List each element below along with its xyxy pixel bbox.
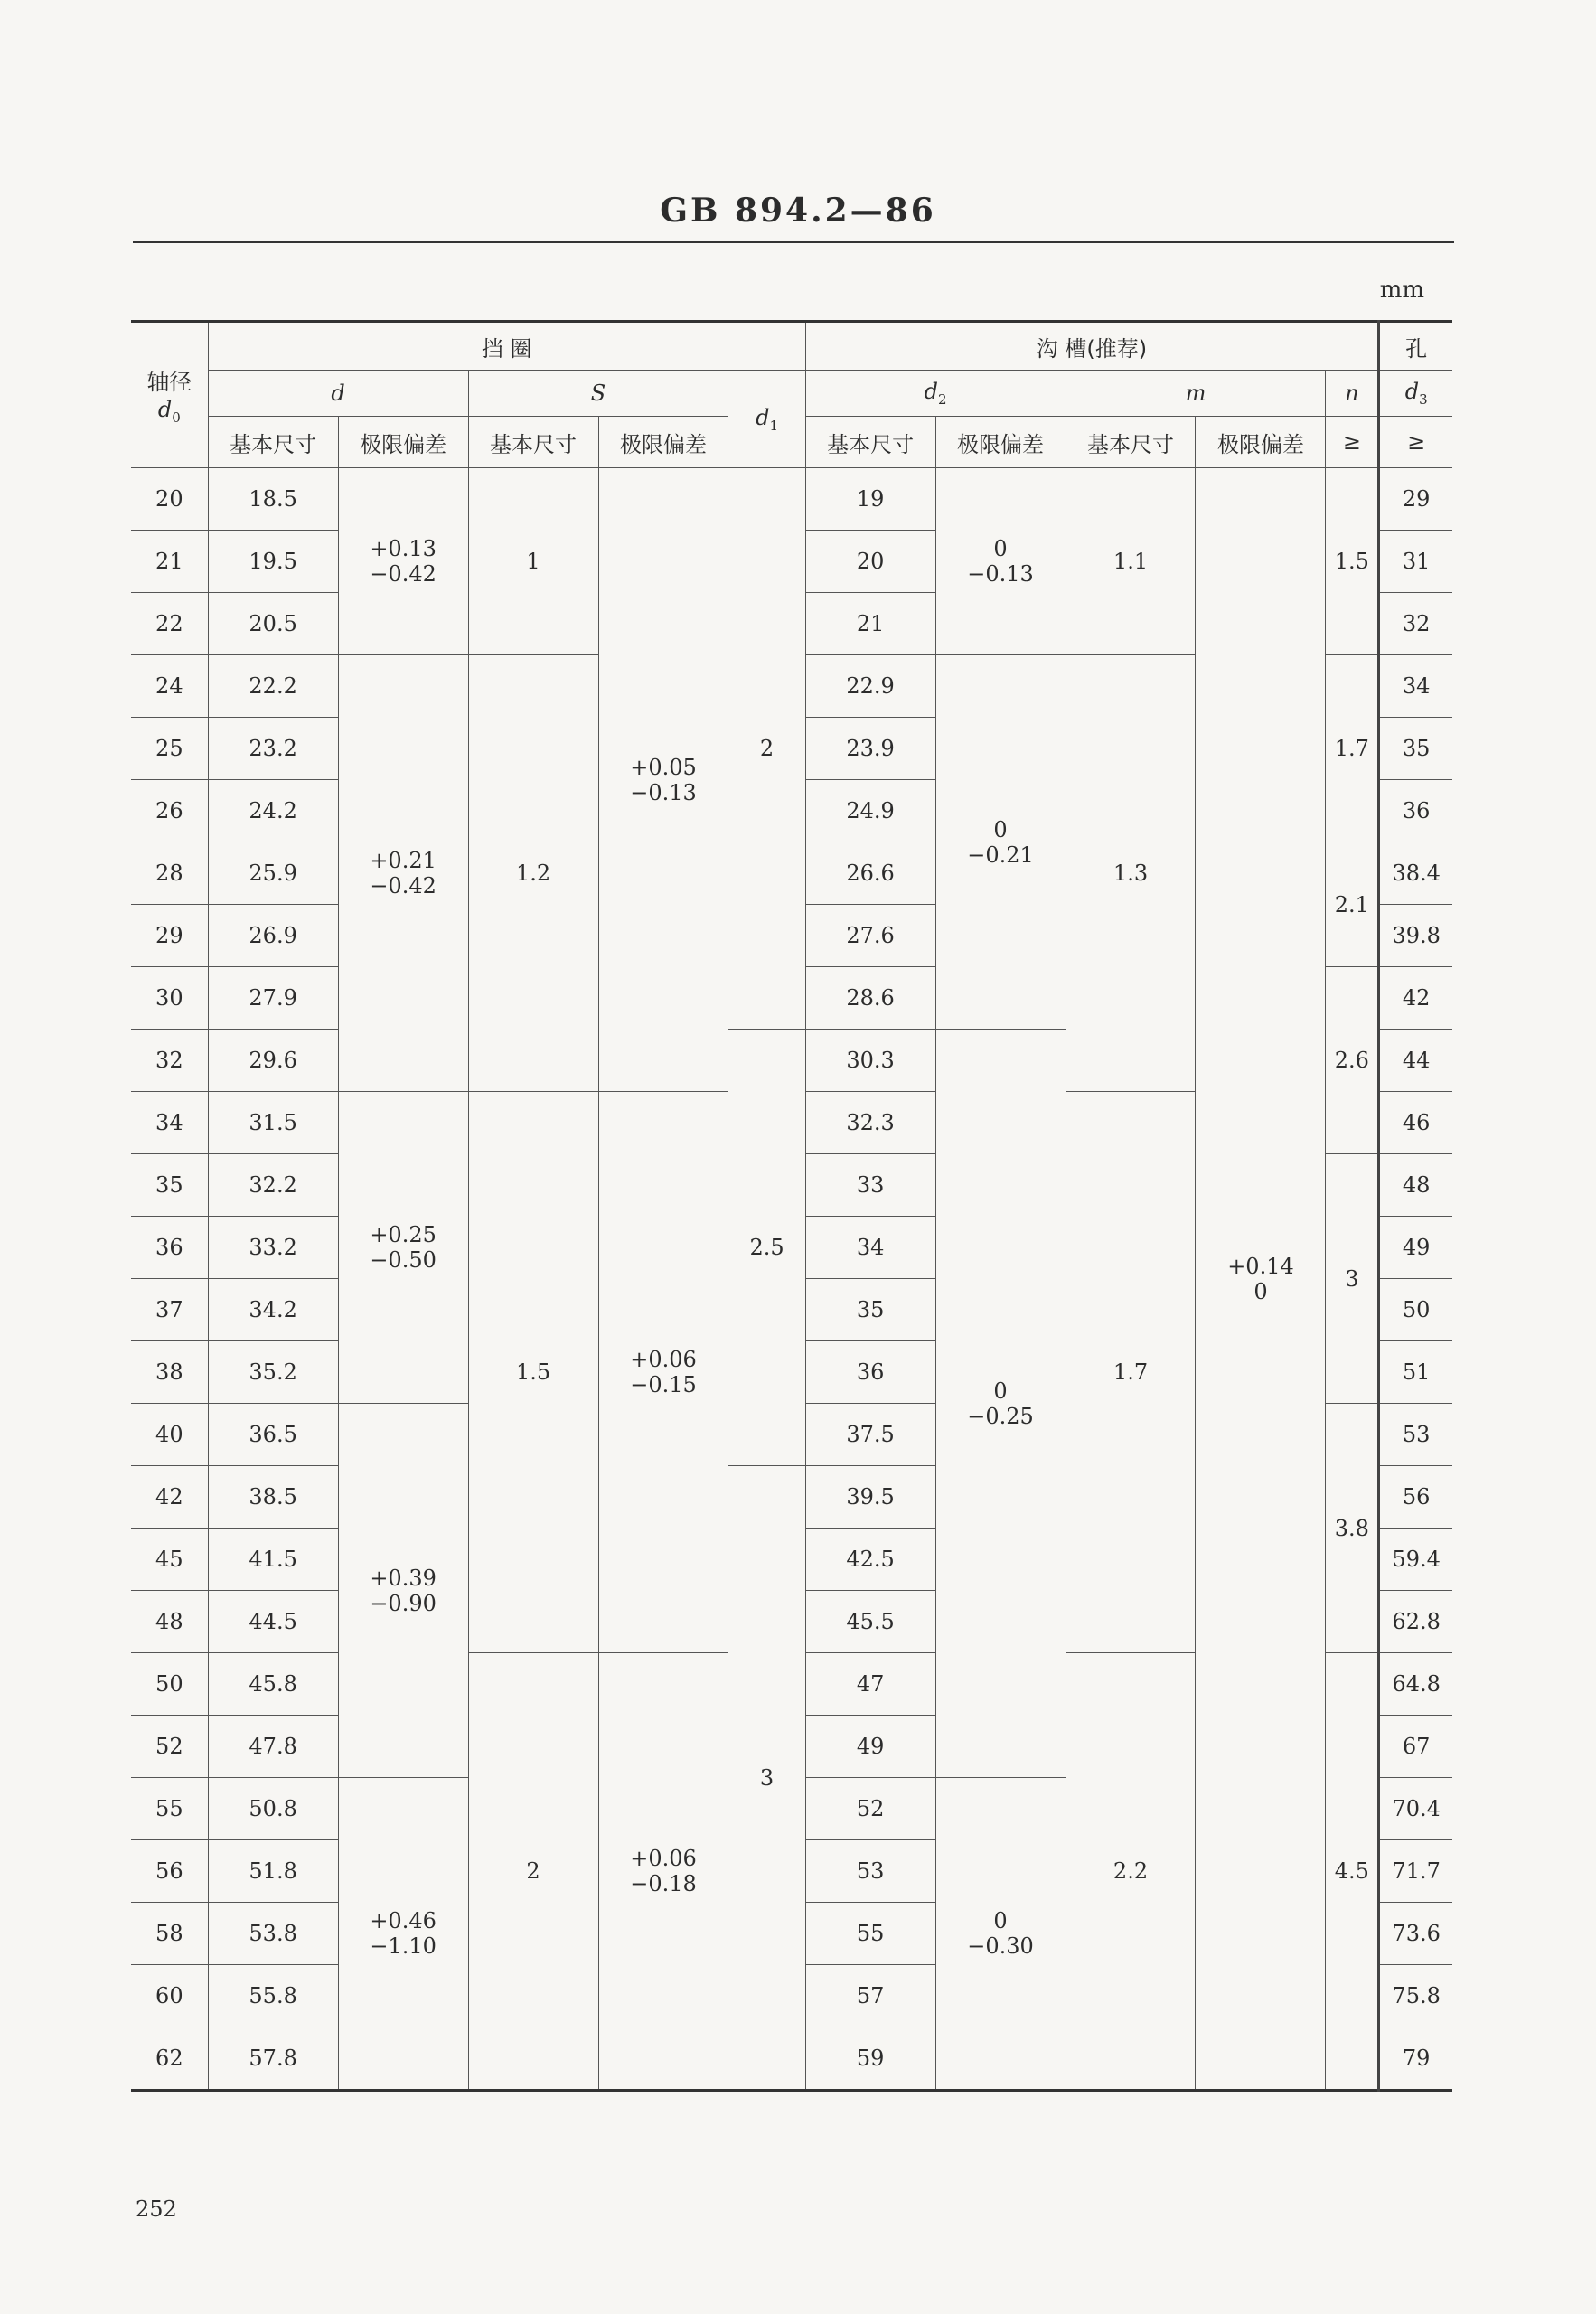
- d-limit-cell: [338, 1092, 468, 1404]
- d3-cell: 75.8: [1379, 1965, 1452, 2027]
- d3-cell: 39.8: [1379, 905, 1452, 967]
- d3-cell: 71.7: [1379, 1840, 1452, 1903]
- s-limit-cell-lower: −0.13: [630, 779, 697, 805]
- d2-basic-cell: 52: [805, 1778, 935, 1840]
- d2-basic-cell: 30.3: [805, 1030, 935, 1092]
- s-limit-cell: [598, 1092, 728, 1653]
- d2-limit-cell: [935, 655, 1066, 1030]
- d-limit-cell-lower: −1.10: [370, 1933, 437, 1959]
- d3-cell: 64.8: [1379, 1653, 1452, 1716]
- d3-cell: 59.4: [1379, 1529, 1452, 1591]
- d-basic-cell: 50.8: [208, 1778, 338, 1840]
- d3-cell: 56: [1379, 1466, 1452, 1529]
- d2-basic-cell: 53: [805, 1840, 935, 1903]
- m-limit-cell: [1196, 468, 1326, 2091]
- d3-cell: 49: [1379, 1217, 1452, 1279]
- d3-min-header: ≥: [1379, 417, 1452, 468]
- d-limit-cell: [338, 1404, 468, 1778]
- title-rule: [133, 241, 1454, 243]
- d-basic-cell: 47.8: [208, 1716, 338, 1778]
- d-basic-cell: 24.2: [208, 780, 338, 842]
- d-limit-cell-lower: −0.42: [370, 873, 437, 898]
- shaft-diameter-cell: 32: [131, 1030, 208, 1092]
- d2-basic-cell: 55: [805, 1903, 935, 1965]
- d1-cell: 2: [728, 468, 805, 1030]
- m-basic-cell: 1.3: [1066, 655, 1196, 1092]
- d3-cell: 62.8: [1379, 1591, 1452, 1653]
- s-limit-cell-upper: +0.05: [630, 754, 697, 780]
- d1-cell: 2.5: [728, 1030, 805, 1466]
- d2-limit-cell-lower: −0.30: [967, 1933, 1034, 1959]
- d3-cell: 46: [1379, 1092, 1452, 1154]
- d-limit-cell-upper: +0.21: [370, 848, 437, 873]
- s-basic-cell: 2: [468, 1653, 598, 2091]
- d2-limit-cell: [935, 1778, 1066, 2091]
- d-basic-cell: 25.9: [208, 842, 338, 905]
- shaft-diameter-cell: 40: [131, 1404, 208, 1466]
- shaft-diameter-cell: 22: [131, 593, 208, 655]
- shaft-diameter-header: [131, 322, 208, 468]
- shaft-diameter-cell: 56: [131, 1840, 208, 1903]
- d-limit-cell: [338, 468, 468, 655]
- shaft-diameter-cell: 45: [131, 1529, 208, 1591]
- d-limit-cell-upper: +0.39: [370, 1565, 437, 1591]
- shaft-diameter-cell: 50: [131, 1653, 208, 1716]
- d2-basic-cell: 47: [805, 1653, 935, 1716]
- shaft-diameter-cell: 29: [131, 905, 208, 967]
- d1-cell: 3: [728, 1466, 805, 2091]
- shaft-diameter-cell: 35: [131, 1154, 208, 1217]
- shaft-diameter-cell: 30: [131, 967, 208, 1030]
- d2-basic-cell: 28.6: [805, 967, 935, 1030]
- d3-symbol-sub: 3: [1419, 390, 1428, 408]
- m-basic-header: 基本尺寸: [1066, 417, 1196, 468]
- d-basic-cell: 45.8: [208, 1653, 338, 1716]
- d-basic-cell: 36.5: [208, 1404, 338, 1466]
- s-limit-cell: [598, 1653, 728, 2091]
- d-limit-header: 极限偏差: [338, 417, 468, 468]
- shaft-diameter-cell: 28: [131, 842, 208, 905]
- document-title: GB 894.2—86: [660, 192, 936, 230]
- dimension-table: [131, 320, 1452, 2092]
- d3-cell: 53: [1379, 1404, 1452, 1466]
- d2-basic-cell: 19: [805, 468, 935, 531]
- s-basic-cell: 1.5: [468, 1092, 598, 1653]
- d2-limit-cell-upper: 0: [993, 816, 1008, 842]
- shaft-diameter-cell: 38: [131, 1341, 208, 1404]
- shaft-diameter-cell: 42: [131, 1466, 208, 1529]
- page-number: 252: [136, 2196, 177, 2222]
- d-basic-cell: 35.2: [208, 1341, 338, 1404]
- groove-group-header: 沟 槽(推荐): [805, 322, 1379, 371]
- d-basic-cell: 22.2: [208, 655, 338, 718]
- m-basic-cell: 1.1: [1066, 468, 1196, 655]
- shaft-symbol-sub: 0: [172, 409, 181, 426]
- s-limit-cell-upper: +0.06: [630, 1846, 697, 1871]
- d-basic-cell: 44.5: [208, 1591, 338, 1653]
- d3-cell: 34: [1379, 655, 1452, 718]
- m-basic-cell: 2.2: [1066, 1653, 1196, 2091]
- d2-limit-header: 极限偏差: [935, 417, 1066, 468]
- d2-basic-header: 基本尺寸: [805, 417, 935, 468]
- d3-cell: 38.4: [1379, 842, 1452, 905]
- shaft-diameter-cell: 24: [131, 655, 208, 718]
- d2-limit-cell-lower: −0.21: [967, 842, 1034, 868]
- n-cell: 1.5: [1326, 468, 1379, 655]
- d-limit-cell: [338, 1778, 468, 2091]
- d2-basic-cell: 42.5: [805, 1529, 935, 1591]
- s-header: S: [468, 371, 728, 417]
- d2-basic-cell: 39.5: [805, 1466, 935, 1529]
- d3-cell: 51: [1379, 1341, 1452, 1404]
- d-basic-cell: 53.8: [208, 1903, 338, 1965]
- shaft-diameter-cell: 62: [131, 2027, 208, 2091]
- hole-header: 孔: [1379, 322, 1452, 371]
- shaft-diameter-cell: 60: [131, 1965, 208, 2027]
- shaft-diameter-cell: 37: [131, 1279, 208, 1341]
- d-header: d: [208, 371, 468, 417]
- d2-header: [805, 371, 1066, 417]
- d2-basic-cell: 26.6: [805, 842, 935, 905]
- d3-cell: 31: [1379, 531, 1452, 593]
- d-basic-cell: 57.8: [208, 2027, 338, 2091]
- d2-basic-cell: 21: [805, 593, 935, 655]
- d3-cell: 67: [1379, 1716, 1452, 1778]
- d2-basic-cell: 24.9: [805, 780, 935, 842]
- d3-header: [1379, 371, 1452, 417]
- s-basic-header: 基本尺寸: [468, 417, 598, 468]
- d-basic-cell: 19.5: [208, 531, 338, 593]
- s-limit-cell: [598, 468, 728, 1092]
- d-limit-cell-upper: +0.25: [370, 1222, 437, 1247]
- shaft-diameter-cell: 55: [131, 1778, 208, 1840]
- d-basic-cell: 33.2: [208, 1217, 338, 1279]
- d-basic-cell: 26.9: [208, 905, 338, 967]
- shaft-diameter-cell: 48: [131, 1591, 208, 1653]
- d3-cell: 44: [1379, 1030, 1452, 1092]
- d2-basic-cell: 32.3: [805, 1092, 935, 1154]
- d-basic-cell: 51.8: [208, 1840, 338, 1903]
- d3-symbol: d: [1404, 379, 1420, 405]
- d2-basic-cell: 37.5: [805, 1404, 935, 1466]
- s-limit-header: 极限偏差: [598, 417, 728, 468]
- s-limit-cell-lower: −0.15: [630, 1372, 697, 1397]
- shaft-diameter-label: 轴径: [146, 369, 192, 396]
- d-basic-cell: 34.2: [208, 1279, 338, 1341]
- shaft-diameter-cell: 26: [131, 780, 208, 842]
- n-cell: 2.6: [1326, 967, 1379, 1154]
- table-row: [131, 468, 1452, 531]
- s-limit-cell-upper: +0.06: [630, 1347, 697, 1372]
- d2-basic-cell: 34: [805, 1217, 935, 1279]
- d-basic-header: 基本尺寸: [208, 417, 338, 468]
- n-header: n: [1326, 371, 1379, 417]
- s-limit-cell-lower: −0.18: [630, 1871, 697, 1896]
- n-min-header: ≥: [1326, 417, 1379, 468]
- shaft-diameter-cell: 58: [131, 1903, 208, 1965]
- n-cell: 3: [1326, 1154, 1379, 1404]
- d1-symbol-sub: 1: [769, 417, 778, 434]
- n-cell: 1.7: [1326, 655, 1379, 842]
- d2-basic-cell: 33: [805, 1154, 935, 1217]
- d1-header: [728, 371, 805, 468]
- d1-symbol: d: [756, 404, 770, 430]
- d2-limit-cell: [935, 468, 1066, 655]
- d-basic-cell: 18.5: [208, 468, 338, 531]
- d2-basic-cell: 23.9: [805, 718, 935, 780]
- unit-label: mm: [1379, 277, 1424, 304]
- shaft-diameter-cell: 36: [131, 1217, 208, 1279]
- m-limit-header: 极限偏差: [1196, 417, 1326, 468]
- d2-limit-cell-upper: 0: [993, 1378, 1008, 1404]
- d2-basic-cell: 35: [805, 1279, 935, 1341]
- d3-cell: 50: [1379, 1279, 1452, 1341]
- d3-cell: 70.4: [1379, 1778, 1452, 1840]
- d2-basic-cell: 20: [805, 531, 935, 593]
- m-limit-cell-lower: 0: [1253, 1278, 1268, 1304]
- table-body: [131, 468, 1452, 2091]
- d-basic-cell: 41.5: [208, 1529, 338, 1591]
- d2-basic-cell: 27.6: [805, 905, 935, 967]
- m-header: m: [1066, 371, 1326, 417]
- d-basic-cell: 27.9: [208, 967, 338, 1030]
- shaft-symbol: d: [157, 397, 173, 423]
- d3-cell: 79: [1379, 2027, 1452, 2091]
- d2-limit-cell-upper: 0: [993, 536, 1008, 561]
- d2-basic-cell: 59: [805, 2027, 935, 2091]
- d-limit-cell-upper: +0.13: [370, 536, 437, 561]
- n-cell: 4.5: [1326, 1653, 1379, 2091]
- shaft-diameter-cell: 20: [131, 468, 208, 531]
- dimension-table-container: [131, 320, 1452, 2092]
- d3-cell: 35: [1379, 718, 1452, 780]
- d3-cell: 32: [1379, 593, 1452, 655]
- d-basic-cell: 20.5: [208, 593, 338, 655]
- d2-basic-cell: 45.5: [805, 1591, 935, 1653]
- d-basic-cell: 32.2: [208, 1154, 338, 1217]
- m-limit-cell-upper: +0.14: [1227, 1253, 1294, 1279]
- d-limit-cell: [338, 655, 468, 1092]
- d-basic-cell: 38.5: [208, 1466, 338, 1529]
- d3-cell: 36: [1379, 780, 1452, 842]
- d2-limit-cell-upper: 0: [993, 1908, 1008, 1933]
- d2-limit-cell: [935, 1030, 1066, 1778]
- m-basic-cell: 1.7: [1066, 1092, 1196, 1653]
- d-limit-cell-lower: −0.42: [370, 561, 437, 587]
- d3-cell: 29: [1379, 468, 1452, 531]
- d3-cell: 48: [1379, 1154, 1452, 1217]
- d-basic-cell: 29.6: [208, 1030, 338, 1092]
- d-limit-cell-lower: −0.50: [370, 1247, 437, 1273]
- d-limit-cell-lower: −0.90: [370, 1590, 437, 1616]
- d2-limit-cell-lower: −0.13: [967, 561, 1034, 587]
- d-basic-cell: 23.2: [208, 718, 338, 780]
- retainer-group-header: 挡 圈: [208, 322, 805, 371]
- d2-limit-cell-lower: −0.25: [967, 1403, 1034, 1429]
- d-limit-cell-upper: +0.46: [370, 1908, 437, 1933]
- d2-basic-cell: 49: [805, 1716, 935, 1778]
- d2-symbol: d: [924, 379, 938, 405]
- d-basic-cell: 31.5: [208, 1092, 338, 1154]
- n-cell: 3.8: [1326, 1404, 1379, 1653]
- d3-cell: 42: [1379, 967, 1452, 1030]
- d2-symbol-sub: 2: [937, 390, 947, 408]
- s-basic-cell: 1: [468, 468, 598, 655]
- shaft-diameter-cell: 34: [131, 1092, 208, 1154]
- d2-basic-cell: 57: [805, 1965, 935, 2027]
- d-basic-cell: 55.8: [208, 1965, 338, 2027]
- shaft-diameter-cell: 52: [131, 1716, 208, 1778]
- s-basic-cell: 1.2: [468, 655, 598, 1092]
- d2-basic-cell: 36: [805, 1341, 935, 1404]
- n-cell: 2.1: [1326, 842, 1379, 967]
- d3-cell: 73.6: [1379, 1903, 1452, 1965]
- d2-basic-cell: 22.9: [805, 655, 935, 718]
- shaft-diameter-cell: 21: [131, 531, 208, 593]
- shaft-diameter-cell: 25: [131, 718, 208, 780]
